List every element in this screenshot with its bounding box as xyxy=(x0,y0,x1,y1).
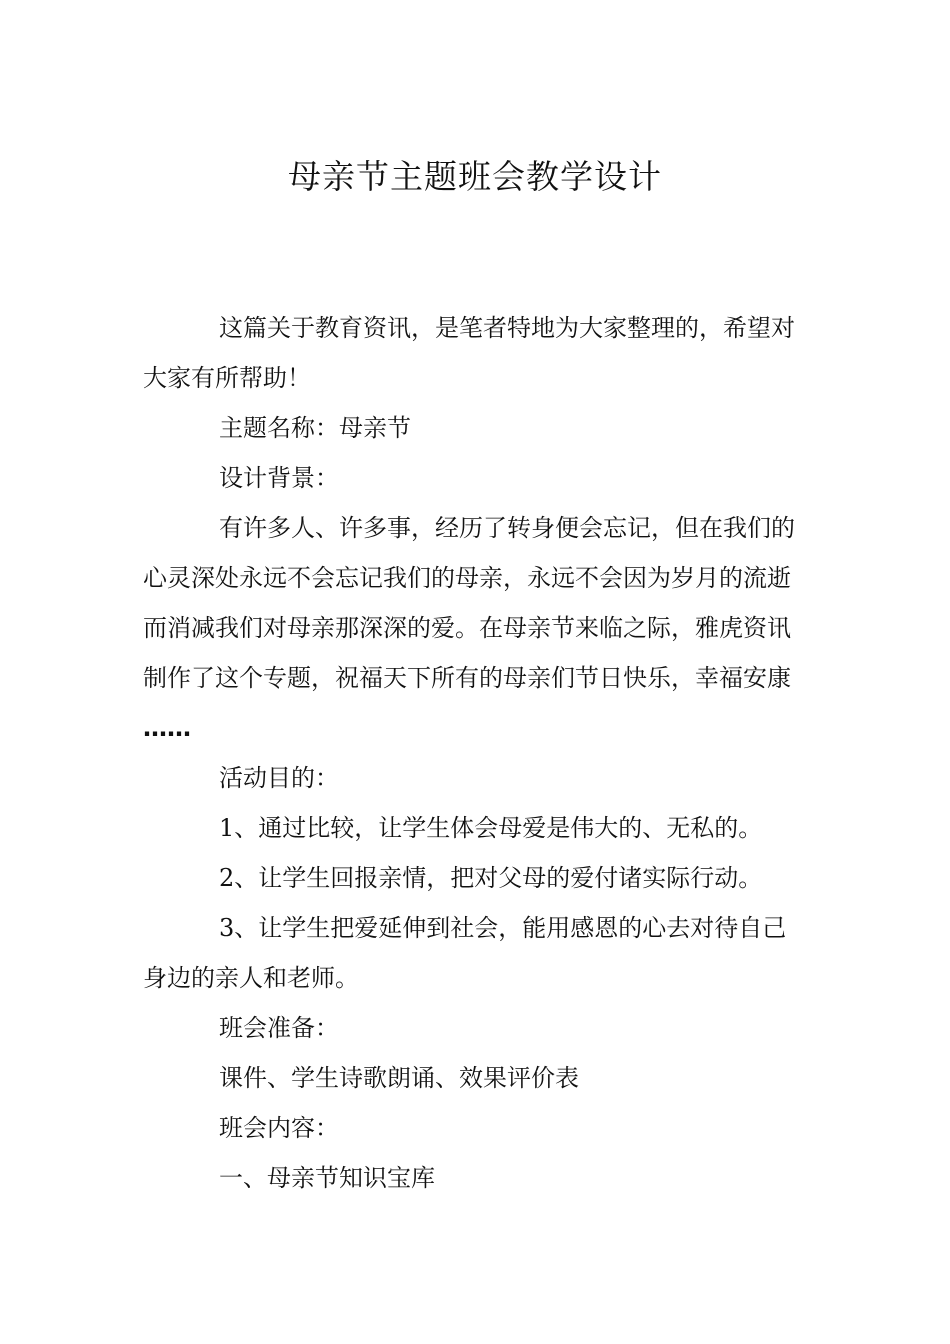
prep-heading: 班会准备： xyxy=(219,1014,339,1042)
background-line-1: 有许多人、许多事，经历了转身便会忘记，但在我们的 xyxy=(219,514,795,542)
goal-text: 、让学生回报亲情，把对父母的爱付诸实际行动。 xyxy=(234,864,763,892)
document-title: 母亲节主题班会教学设计 xyxy=(288,157,662,196)
background-line-3: 而消减我们对母亲那深深的爱。在母亲节来临之际，雅虎资讯 xyxy=(143,614,791,642)
goal-number: 3 xyxy=(219,914,235,942)
goal-text: 、让学生把爱延伸到社会，能用感恩的心去对待自己 xyxy=(234,914,787,942)
background-line-2: 心灵深处永远不会忘记我们的母亲，永远不会因为岁月的流逝 xyxy=(143,564,791,592)
goal-3-line-2: 身边的亲人和老师。 xyxy=(143,964,359,992)
goal-number: 1 xyxy=(219,814,235,842)
background-heading: 设计背景： xyxy=(219,464,339,492)
background-line-5: …… xyxy=(143,714,191,742)
document-body xyxy=(143,303,813,1203)
goal-item xyxy=(143,853,813,903)
background-line-4: 制作了这个专题，祝福天下所有的母亲们节日快乐，幸福安康 xyxy=(143,664,791,692)
goal-number: 2 xyxy=(219,864,235,892)
goal-item xyxy=(143,803,813,853)
intro-line-2: 大家有所帮助！ xyxy=(143,364,311,392)
theme-name: 主题名称：母亲节 xyxy=(219,414,411,442)
goal-item xyxy=(143,903,813,953)
intro-line-1: 这篇关于教育资讯，是笔者特地为大家整理的，希望对 xyxy=(219,314,795,342)
prep-items: 课件、学生诗歌朗诵、效果评价表 xyxy=(219,1064,579,1092)
section-one-heading: 一、母亲节知识宝库 xyxy=(219,1164,435,1192)
goals-heading: 活动目的： xyxy=(219,764,339,792)
content-heading: 班会内容： xyxy=(219,1114,339,1142)
goal-text: 、通过比较，让学生体会母爱是伟大的、无私的。 xyxy=(234,814,763,842)
